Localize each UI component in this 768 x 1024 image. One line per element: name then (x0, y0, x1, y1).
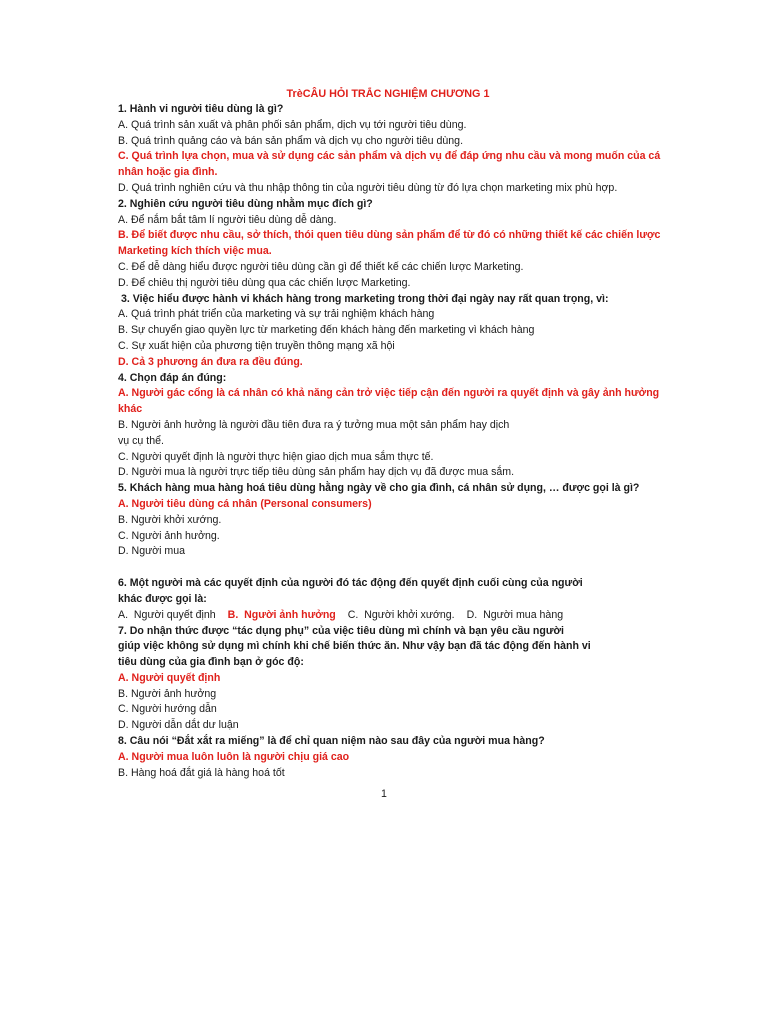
q3-option-a: A. Quá trình phát triển của marketing và sự trải nghiệm khách hàng (118, 308, 435, 321)
q5-option-d: D. Người mua (118, 545, 186, 558)
q2-option-c: C. Để dễ dàng hiểu được người tiêu dùng cần gì để thiết kế các chiến lược Marketing. (118, 260, 524, 273)
question-2: 2. Nghiên cứu người tiêu dùng nhằm mục đích gì? (118, 197, 373, 210)
q1-option-d: D. Quá trình nghiên cứu và thu nhập thông tin của người tiêu dùng từ đó lựa chọn marketing mix phù hợp. (118, 181, 618, 194)
q2-option-b-continued: Marketing kích thích việc mua. (118, 245, 272, 258)
q7-option-b: B. Người ảnh hưởng (118, 687, 217, 700)
document-content (118, 88, 661, 781)
page-number: 1 (381, 788, 387, 800)
q5-option-c: C. Người ảnh hưởng. (118, 529, 220, 542)
question-7-continued-1: giúp việc không sử dụng mì chính khi chế biến thức ăn. Như vậy bạn đã tác động đến hành vi (118, 640, 591, 653)
question-4: 4. Chọn đáp án đúng: (118, 371, 227, 384)
spacer (118, 560, 658, 576)
question-6-continued: khác được gọi là: (118, 592, 207, 605)
question-7: 7. Do nhận thức được “tác dụng phụ” của việc tiêu dùng mì chính và bạn yêu cầu người (118, 624, 564, 637)
q2-option-b-correct: B. Để biết được nhu cầu, sở thích, thói quen tiêu dùng sản phẩm để từ đó có những thiết kế các chiến lược (118, 229, 661, 242)
q1-option-c-continued: nhân hoặc gia đình. (118, 166, 218, 179)
q4-option-d: D. Người mua là người trực tiếp tiêu dùng sản phẩm hay dịch vụ đã được mua sắm. (118, 466, 515, 479)
q2-option-a: A. Để nắm bắt tâm lí người tiêu dùng dễ dàng. (118, 213, 337, 226)
q6-options (118, 608, 658, 624)
q1-option-b: B. Quá trình quảng cáo và bán sản phẩm và dịch vụ cho người tiêu dùng. (118, 134, 464, 147)
q6-option-c: C. Người khởi xướng. (347, 608, 455, 621)
q3-option-b: B. Sự chuyển giao quyền lực từ marketing đến khách hàng đến marketing vì khách hàng (118, 324, 535, 337)
q5-option-b: B. Người khởi xướng. (118, 513, 222, 526)
question-1: 1. Hành vi người tiêu dùng là gì? (118, 103, 284, 115)
document-title: TrèCÂU HỎI TRẮC NGHIỆM CHƯƠNG 1 (286, 88, 490, 100)
q6-option-d: D. Người mua hàng (466, 608, 564, 621)
q3-option-c: C. Sự xuất hiện của phương tiện truyền thông mạng xã hội (118, 339, 395, 352)
q1-option-c-correct: C. Quá trình lựa chọn, mua và sử dụng các sản phẩm và dịch vụ để đáp ứng nhu cầu và mong muốn của cá (118, 150, 661, 163)
q4-option-b-continued: vụ cụ thể. (118, 434, 164, 447)
question-7-continued-2: tiêu dùng của gia đình bạn ở góc độ: (118, 656, 304, 669)
q7-option-d: D. Người dẫn dắt dư luận (118, 719, 239, 732)
q6-option-b-correct: B. Người ảnh hưởng (227, 608, 336, 621)
q4-option-c: C. Người quyết định là người thực hiện giao dịch mua sắm thực tế. (118, 450, 434, 463)
q3-option-d-correct: D. Cả 3 phương án đưa ra đều đúng. (118, 355, 303, 368)
q7-option-c: C. Người hướng dẫn (118, 703, 217, 716)
q2-option-d: D. Để chiêu thị người tiêu dùng qua các chiến lược Marketing. (118, 276, 411, 289)
q4-option-b: B. Người ảnh hưởng là người đầu tiên đưa ra ý tưởng mua một sản phẩm hay dịch (118, 418, 510, 431)
question-8: 8. Câu nói “Đắt xắt ra miếng” là để chỉ quan niệm nào sau đây của người mua hàng? (118, 735, 545, 748)
q4-option-a-correct: A. Người gác cổng là cá nhân có khả năng cản trở việc tiếp cận đến người ra quyết định và gây ảnh hưởng (118, 387, 660, 400)
question-5: 5. Khách hàng mua hàng hoá tiêu dùng hằng ngày về cho gia đình, cá nhân sử dụng, … được gọi là gì? (118, 482, 640, 495)
q1-option-a: A. Quá trình sản xuất và phân phối sản phẩm, dịch vụ tới người tiêu dùng. (118, 118, 467, 131)
q6-option-a: A. Người quyết định (118, 608, 216, 621)
q4-option-a-continued: khác (118, 403, 143, 416)
q8-option-a-correct: A. Người mua luôn luôn là người chịu giá cao (118, 750, 350, 763)
question-6: 6. Một người mà các quyết định của người đó tác động đến quyết định cuối cùng của người (118, 577, 583, 590)
q5-option-a-correct: A. Người tiêu dùng cá nhân (Personal consumers) (118, 497, 372, 510)
q7-option-a-correct: A. Người quyết định (118, 671, 221, 684)
question-3: 3. Việc hiểu được hành vi khách hàng trong marketing trong thời đại ngày nay rất quan trọng, vì: (118, 292, 609, 305)
q8-option-b: B. Hàng hoá đắt giá là hàng hoá tốt (118, 766, 285, 779)
